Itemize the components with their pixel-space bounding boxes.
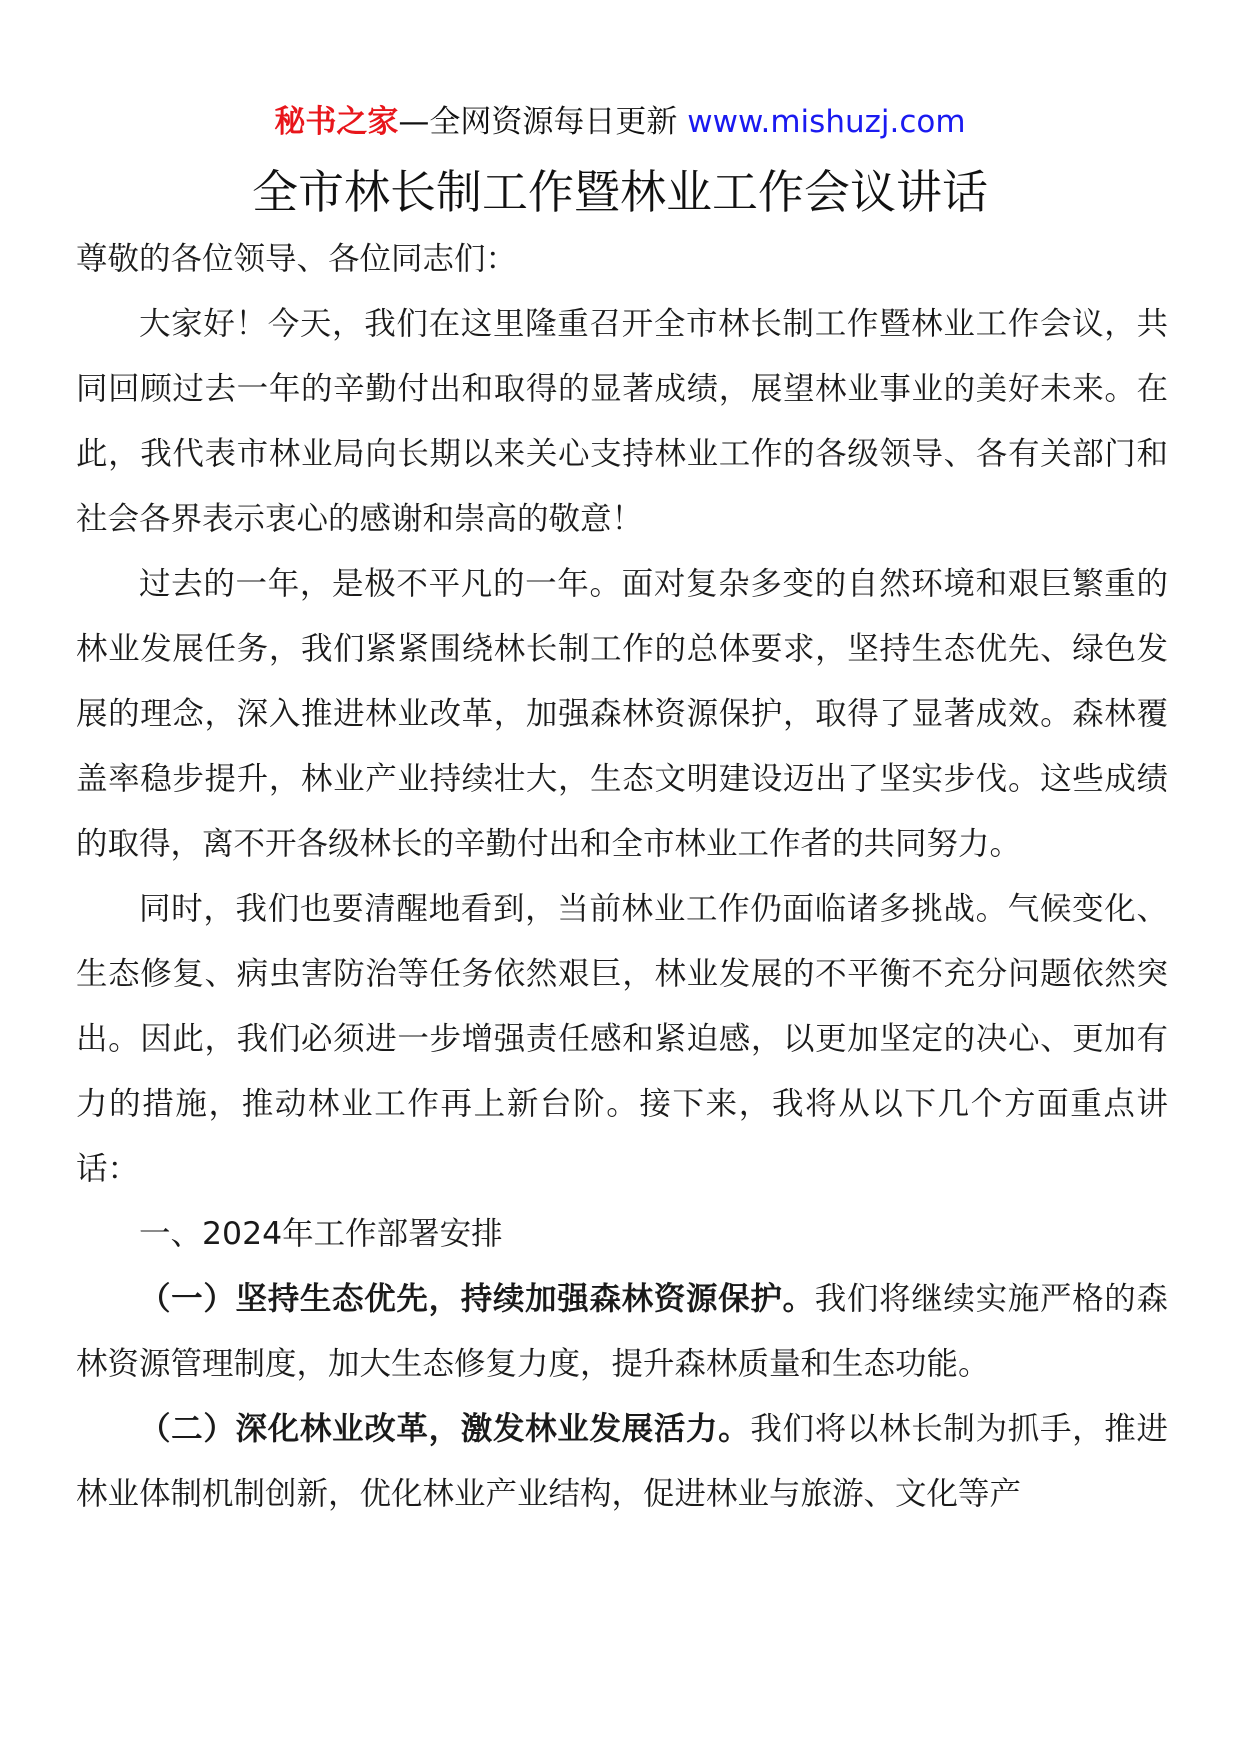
salutation: 尊敬的各位领导、各位同志们： <box>76 241 518 277</box>
document-title: 全市林长制工作暨林业工作会议讲话 <box>252 165 988 219</box>
body-paragraph: 大家好！今天，我们在这里隆重召开全市林长制工作暨林业工作会议，共同回顾过去一年的辛勤付出和取得的显著成绩，展望林业事业的美好未来。在此，我代表市林业局向长期以来关心支持林业工作的各级领导、各有关部门和社会各界表示衷心的感谢和崇高的敬意！ <box>76 306 1168 537</box>
site-banner <box>0 100 1240 144</box>
item-lead: （一）坚持生态优先，持续加强森林资源保护。 <box>139 1281 815 1317</box>
body-paragraph: 同时，我们也要清醒地看到，当前林业工作仍面临诸多挑战。气候变化、生态修复、病虫害防治等任务依然艰巨，林业发展的不平衡不充分问题依然突出。因此，我们必须进一步增强责任感和紧迫感，以更加坚定的决心、更加有力的措施，推动林业工作再上新台阶。接下来，我将从以下几个方面重点讲话： <box>76 891 1168 1187</box>
item-text: 我们将以林长制为抓手，推进林业体制机制创新，优化林业产业结构，促进林业与旅游、文化等产 <box>76 1411 1168 1512</box>
document-body <box>76 227 1168 1527</box>
list-item <box>76 1397 1168 1527</box>
item-lead: （二）深化林业改革，激发林业发展活力。 <box>139 1411 751 1447</box>
banner-tagline: —全网资源每日更新 <box>398 104 678 140</box>
list-item <box>76 1267 1168 1397</box>
website-link[interactable]: www.mishuzj.com <box>687 104 966 140</box>
section-heading: 一、2024年工作部署安排 <box>139 1216 503 1252</box>
brand-name: 秘书之家 <box>274 104 399 140</box>
item-text: 我们将继续实施严格的森林资源管理制度，加大生态修复力度，提升森林质量和生态功能。 <box>76 1281 1168 1382</box>
body-paragraph: 过去的一年，是极不平凡的一年。面对复杂多变的自然环境和艰巨繁重的林业发展任务，我们紧紧围绕林长制工作的总体要求，坚持生态优先、绿色发展的理念，深入推进林业改革，加强森林资源保护，取得了显著成效。森林覆盖率稳步提升，林业产业持续壮大，生态文明建设迈出了坚实步伐。这些成绩的取得，离不开各级林长的辛勤付出和全市林业工作者的共同努力。 <box>76 566 1168 862</box>
